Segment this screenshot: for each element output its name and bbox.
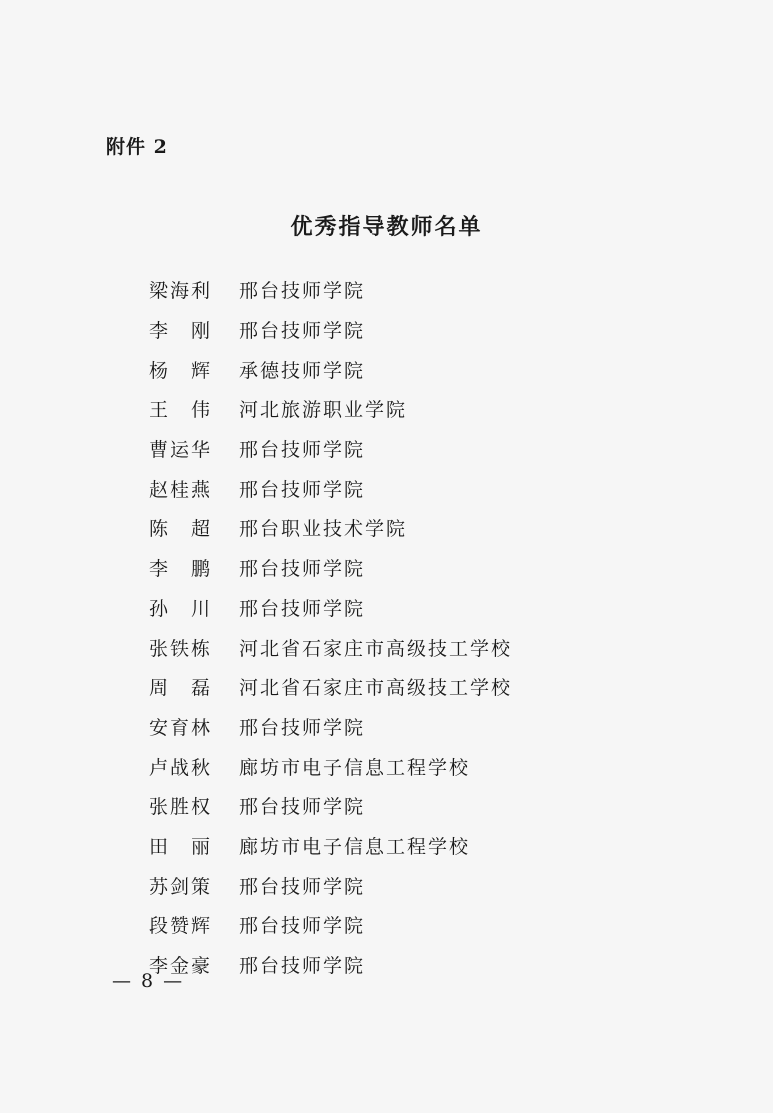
teacher-organization: 邢台技师学院 [239, 478, 366, 501]
list-item [149, 707, 512, 747]
list-item [149, 746, 512, 786]
teacher-organization: 邢台技师学院 [239, 875, 366, 898]
page-title: 优秀指导教师名单 [290, 214, 483, 240]
teacher-name: 王 伟 [149, 399, 213, 422]
teacher-organization: 邢台技师学院 [239, 716, 366, 739]
teacher-organization: 邢台职业技术学院 [239, 518, 408, 541]
teacher-organization: 邢台技师学院 [239, 280, 366, 303]
list-item [149, 389, 512, 429]
teacher-organization: 承德技师学院 [239, 359, 366, 382]
teacher-organization: 河北旅游职业学院 [239, 399, 408, 422]
list-item [149, 508, 512, 548]
teacher-name: 赵桂燕 [149, 478, 213, 501]
teacher-organization: 河北省石家庄市高级技工学校 [239, 637, 513, 660]
list-item [149, 905, 512, 945]
list-item [149, 667, 512, 707]
list-item [149, 588, 512, 628]
teacher-organization: 邢台技师学院 [239, 597, 366, 620]
list-item [149, 429, 512, 469]
list-item [149, 468, 512, 508]
list-item [149, 310, 512, 350]
list-item [149, 945, 512, 985]
teacher-name: 杨 辉 [149, 359, 213, 382]
teacher-organization: 邢台技师学院 [239, 796, 366, 819]
teacher-organization: 河北省石家庄市高级技工学校 [239, 677, 513, 700]
teacher-name: 李 鹏 [149, 558, 213, 581]
teacher-name: 段赞辉 [149, 915, 213, 938]
teacher-name: 李 刚 [149, 320, 213, 343]
teacher-organization: 邢台技师学院 [239, 558, 366, 581]
teacher-name: 曹运华 [149, 439, 213, 462]
list-item [149, 270, 512, 310]
list-item [149, 865, 512, 905]
teacher-name: 安育林 [149, 716, 213, 739]
teacher-organization: 廊坊市电子信息工程学校 [239, 756, 471, 779]
teacher-name: 卢战秋 [149, 756, 213, 779]
teacher-name: 陈 超 [149, 518, 213, 541]
teacher-name: 苏剑策 [149, 875, 213, 898]
teacher-organization: 邢台技师学院 [239, 320, 366, 343]
teacher-list [149, 270, 512, 984]
teacher-organization: 邢台技师学院 [239, 915, 366, 938]
teacher-name: 田 丽 [149, 835, 213, 858]
list-item [149, 548, 512, 588]
teacher-name: 孙 川 [149, 597, 213, 620]
teacher-name: 周 磊 [149, 677, 213, 700]
teacher-organization: 邢台技师学院 [239, 439, 366, 462]
teacher-name: 李金豪 [149, 955, 213, 978]
list-item [149, 627, 512, 667]
teacher-name: 张胜权 [149, 796, 213, 819]
list-item [149, 786, 512, 826]
attachment-label: 附件 2 [106, 136, 168, 158]
page-number: — 8 — [112, 970, 185, 992]
list-item [149, 349, 512, 389]
teacher-name: 梁海利 [149, 280, 213, 303]
teacher-organization: 邢台技师学院 [239, 955, 366, 978]
teacher-organization: 廊坊市电子信息工程学校 [239, 835, 471, 858]
teacher-name: 张铁栋 [149, 637, 213, 660]
list-item [149, 826, 512, 866]
